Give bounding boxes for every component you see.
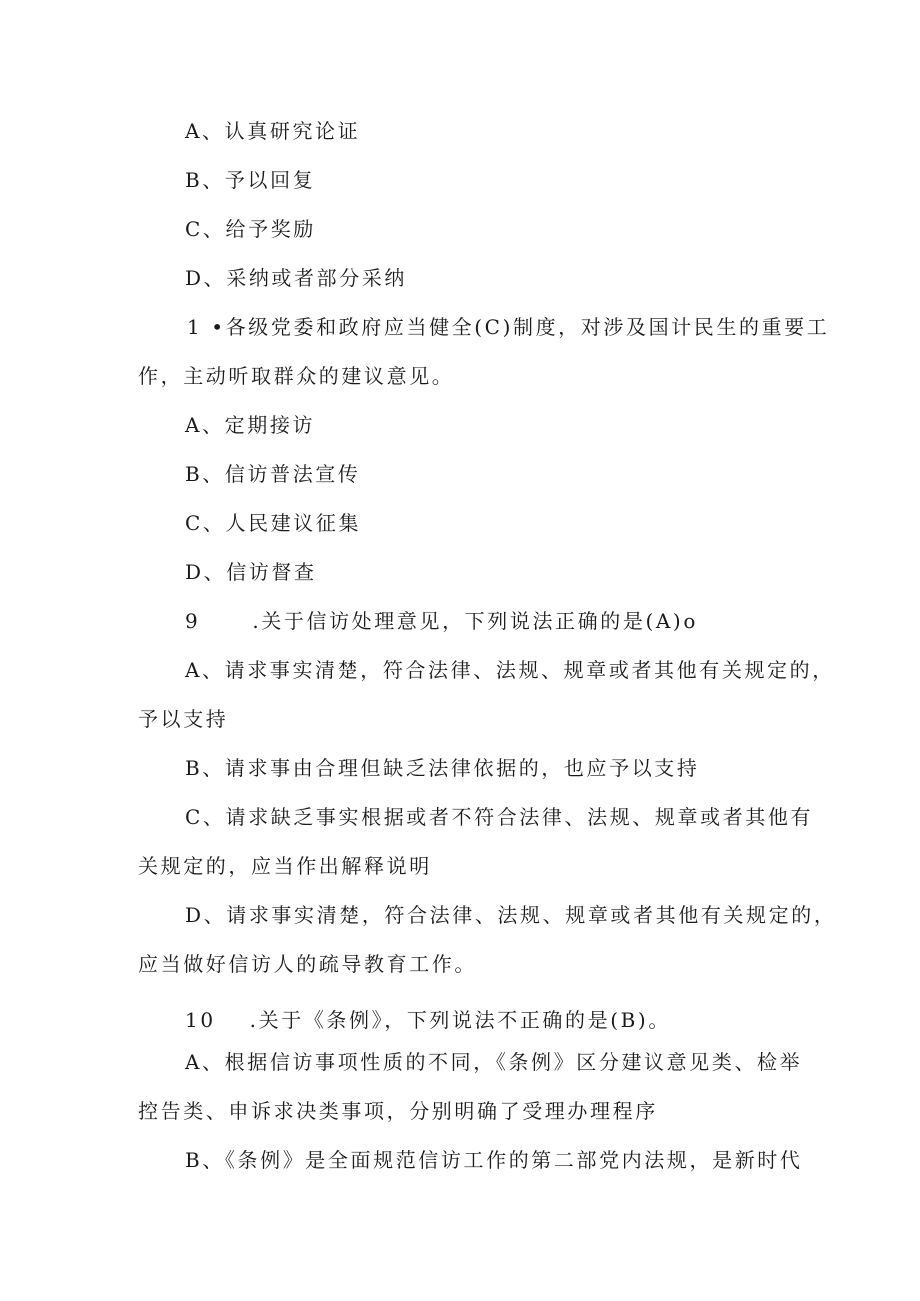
option-d: D、信访督查 [185, 560, 317, 584]
option-d-q8: D、采纳或者部分采纳 [185, 266, 408, 290]
question-text: 1 •各级党委和政府应当健全(C)制度，对涉及国计民生的重要工 [187, 315, 830, 339]
option-c-q9-continued: 关规定的，应当作出解释说明 [138, 854, 432, 878]
question-text: .关于信访处理意见，下列说法正确的是(A)o [252, 609, 698, 633]
question-number: 9 [185, 609, 201, 633]
question-text-continued: 作，主动听取群众的建议意见。 [138, 364, 455, 388]
option-b-q9: B、请求事由合理但缺乏法律依据的，也应予以支持 [185, 756, 700, 780]
option-c: C、人民建议征集 [185, 511, 362, 535]
option-b: B、信访普法宣传 [185, 462, 361, 486]
option-a-q9: A、请求事实清楚，符合法律、法规、规章或者其他有关规定的， [185, 658, 835, 682]
question-text: .关于《条例》，下列说法不正确的是(B)。 [249, 1008, 671, 1032]
option-d-q9: D、请求事实清楚，符合法律、法规、规章或者其他有关规定的， [185, 903, 837, 927]
option-d-q9-continued: 应当做好信访人的疏导教育工作。 [138, 952, 477, 976]
option-a-q10: A、根据信访事项性质的不同，《条例》区分建议意见类、检举 [185, 1050, 803, 1074]
question-10 [185, 1006, 671, 1034]
option-b-q8: B、予以回复 [185, 168, 316, 192]
option-c-q9: C、请求缺乏事实根据或者不符合法律、法规、规章或者其他有 [185, 805, 814, 829]
option-a-q10-continued: 控告类、申诉求决类事项，分别明确了受理办理程序 [138, 1099, 658, 1123]
question-9 [185, 607, 698, 635]
option-a-q9-continued: 予以支持 [138, 707, 229, 731]
option-a-q8: A、认真研究论证 [185, 119, 361, 143]
option-b-q10: B、《条例》是全面规范信访工作的第二部党内法规，是新时代 [185, 1148, 803, 1172]
option-a: A、定期接访 [185, 413, 316, 437]
option-c-q8: C、给予奖励 [185, 217, 316, 241]
question-number: 10 [185, 1008, 216, 1032]
